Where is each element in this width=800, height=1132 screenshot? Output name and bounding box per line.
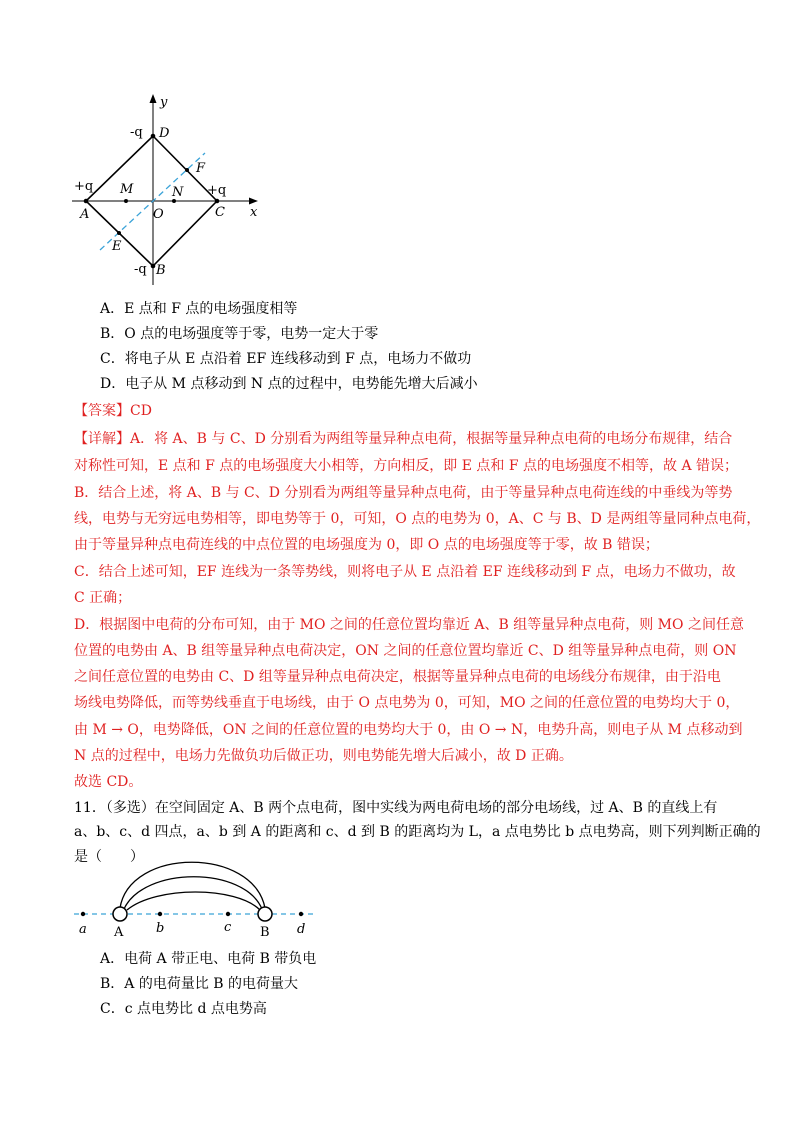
q11-option-b: B．A 的电荷量比 B 的电荷量大: [100, 976, 299, 992]
x-axis-arrow: [249, 198, 258, 205]
explanation-label: 【详解】: [74, 431, 130, 447]
label-a: a: [79, 922, 87, 937]
point-d: [299, 912, 303, 916]
answer-line: [74, 400, 152, 420]
label-c: c: [224, 920, 232, 935]
point-c: [226, 912, 230, 916]
conclusion-line: 故选 CD。: [74, 774, 143, 790]
point-C: [215, 199, 220, 204]
q10-option-c: C．将电子从 E 点沿着 EF 连线移动到 F 点，电场力不做功: [100, 351, 472, 367]
field-line-middle: [124, 877, 262, 909]
q11-option-c: C．c 点电势比 d 点电势高: [100, 1001, 267, 1017]
q11-option-a: A．电荷 A 带正电、电荷 B 带负电: [100, 951, 317, 967]
explanation-line-13: N 点的过程中，电场力先做负功后做正功，则电势能先增大后减小，故 D 正确。: [74, 748, 573, 764]
label-charge-A: A: [114, 925, 124, 940]
label-O: O: [153, 207, 164, 222]
label-N: N: [172, 185, 184, 200]
explanation-line-6: C．结合上述可知，EF 连线为一条等势线，则将电子从 E 点沿着 EF 连线移动到 F 点，电场力不做功，故: [74, 564, 736, 580]
charge-square-diagram: [60, 90, 280, 290]
field-line-inner: [127, 892, 260, 910]
explanation-line-1: [74, 428, 732, 448]
explanation-line-8: D．根据图中电荷的分布可知，由于 MO 之间的任意位置均靠近 A、B 组等量异种点电荷，则 MO 之间任意: [74, 617, 744, 633]
label-x: x: [250, 205, 258, 220]
q10-option-a: A．E 点和 F 点的电场强度相等: [100, 301, 298, 317]
charge-A: [113, 907, 127, 921]
label-plus-q-left: +q: [74, 179, 94, 194]
label-y: y: [160, 95, 168, 110]
explanation-line-3: B．结合上述，将 A、B 与 C、D 分别看为两组等量异种点电荷，由于等量异种点电荷连线的中垂线为等势: [74, 485, 733, 501]
y-axis-arrow: [150, 94, 157, 103]
point-E: [117, 231, 121, 235]
explanation-line-10: 之间任意位置的电势由 C、D 组等量异种点电荷决定，根据等量异种点电荷的电场线分布规律，由于沿电: [74, 669, 721, 685]
explanation-line-7: C 正确；: [74, 590, 132, 606]
label-B: B: [156, 263, 166, 278]
point-a: [81, 912, 85, 916]
label-plus-q-right: +q: [207, 183, 227, 198]
explanation-line-12: 由 M → O，电势降低，ON 之间的任意位置的电势均大于 0，由 O → N，电势升高，则电子从 M 点移动到: [74, 722, 743, 738]
explanation-line-9: 位置的电势由 A、B 组等量异种点电荷决定，ON 之间的任意位置均靠近 C、D 组等量异种点电荷，则 ON: [74, 643, 737, 659]
charge-B: [258, 907, 272, 921]
explanation-line-4: 线，电势与无穷远电势相等，即电势等于 0，可知，O 点的电势为 0，A、C 与 B、D 是两组等量同种点电荷，: [74, 511, 761, 527]
point-M: [124, 199, 128, 203]
explanation-line-2: 对称性可知，E 点和 F 点的电场强度大小相等，方向相反，即 E 点和 F 点的电场强度不相等，故 A 错误；: [74, 458, 739, 474]
label-E: E: [112, 239, 122, 254]
point-A: [84, 199, 89, 204]
label-C: C: [215, 205, 225, 220]
point-B: [151, 264, 156, 269]
label-d: d: [297, 922, 306, 937]
label-minus-q-bottom: -q: [134, 262, 147, 277]
q10-option-d: D．电子从 M 点移动到 N 点的过程中，电势能先增大后减小: [100, 376, 478, 392]
q11-stem-line-2: a、b、c、d 四点，a、b 到 A 的距离和 c、d 到 B 的距离均为 L，a 点电势比 b 点电势高，则下列判断正确的: [74, 824, 761, 840]
label-A: A: [80, 207, 90, 222]
q10-option-b: B．O 点的电场强度等于零，电势一定大于零: [100, 326, 379, 342]
point-F: [185, 168, 189, 172]
explanation-line-5: 由于等量异种点电荷连线的中点位置的电场强度为 0，即 O 点的电场强度等于零，故 B 错误；: [74, 537, 659, 553]
label-charge-B: B: [260, 925, 270, 940]
explanation-line-11: 场线电势降低，而等势线垂直于电场线，由于 O 点电势为 0，可知，MO 之间的任意位置的电势均大于 0，: [74, 695, 740, 711]
point-D: [151, 134, 156, 139]
field-lines-diagram: [68, 852, 328, 942]
q11-stem-line-3: 是（ ）: [74, 849, 144, 865]
label-M: M: [120, 182, 134, 197]
label-minus-q-top: -q: [130, 125, 143, 140]
q11-stem-line-1: 11．（多选）在空间固定 A、B 两个点电荷，图中实线为两电荷电场的部分电场线，过 A、B 的直线上有: [74, 800, 718, 816]
answer-value: CD: [130, 403, 152, 419]
label-b: b: [156, 921, 165, 936]
answer-label: 【答案】: [74, 403, 130, 419]
label-F: F: [196, 161, 206, 176]
explanation-text-1: A．将 A、B 与 C、D 分别看为两组等量异种点电荷，根据等量异种点电荷的电场分布规律，结合: [130, 431, 733, 447]
point-b: [158, 912, 162, 916]
label-D: D: [159, 126, 170, 141]
